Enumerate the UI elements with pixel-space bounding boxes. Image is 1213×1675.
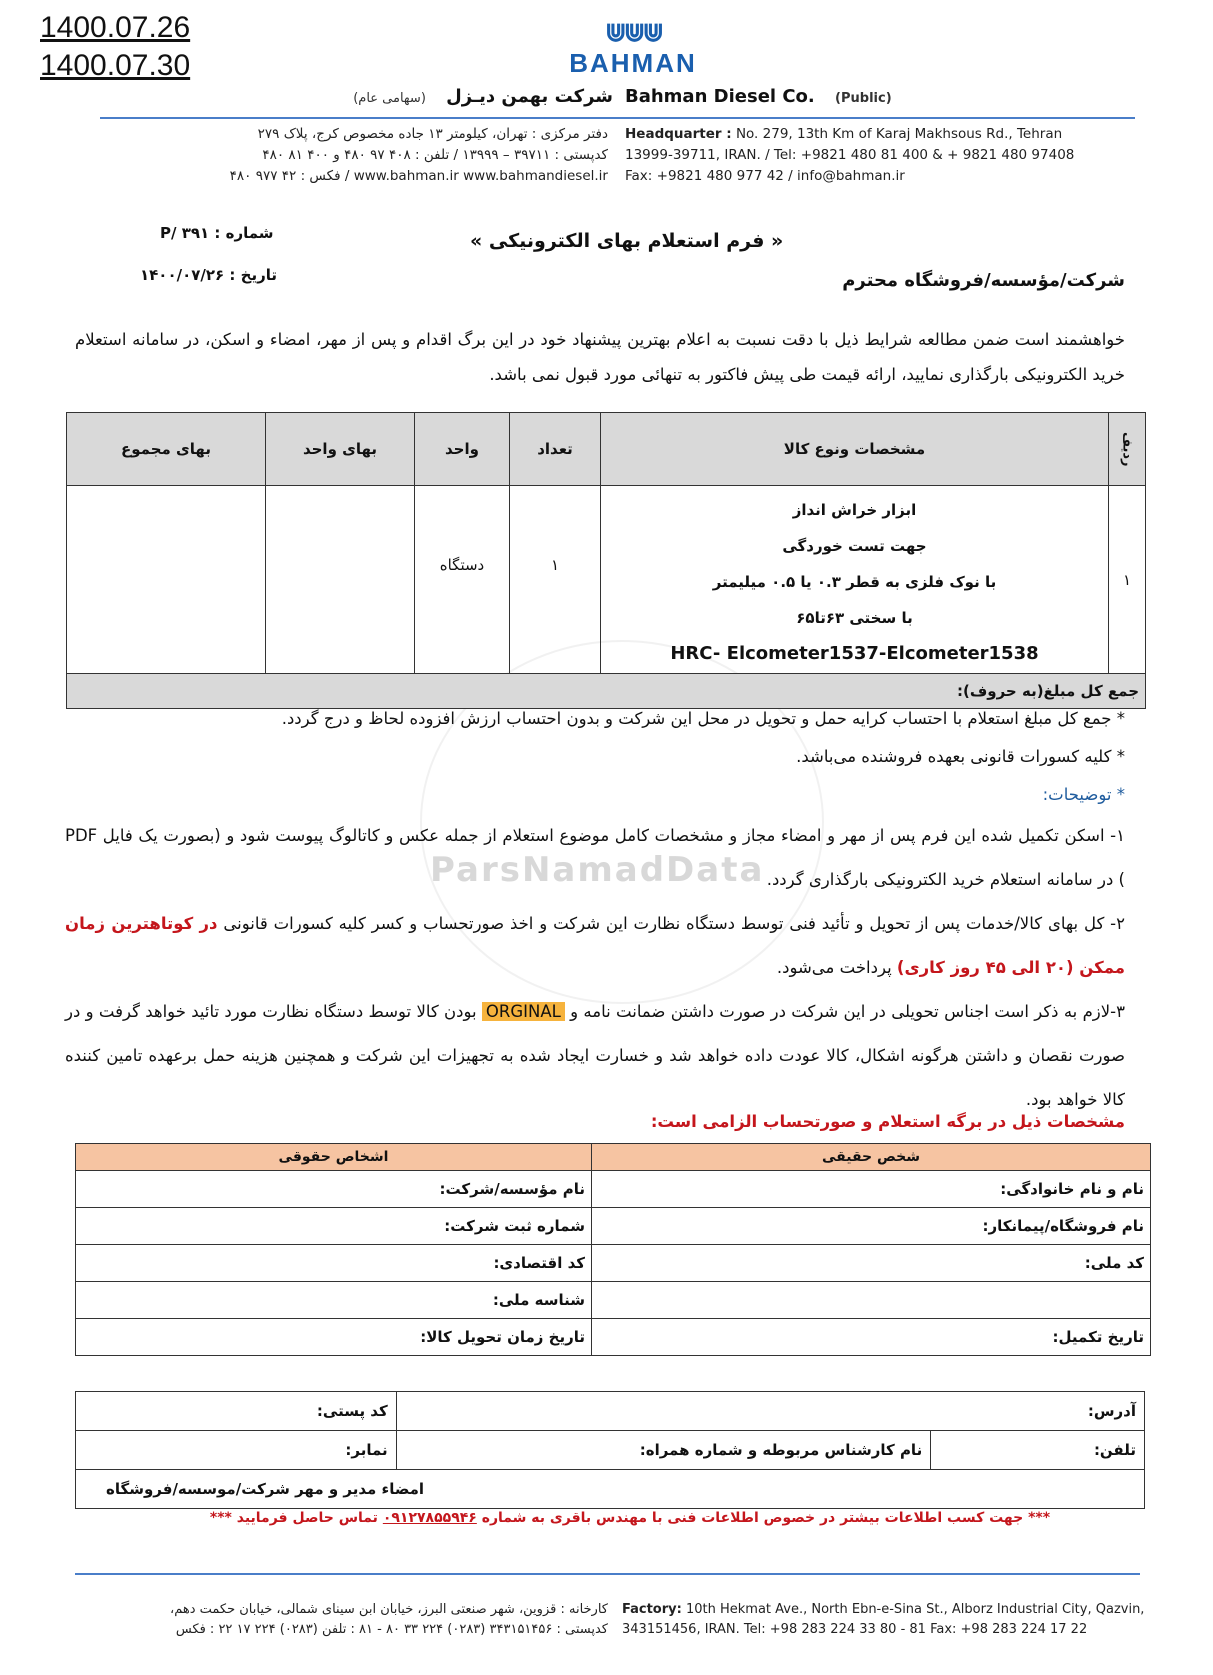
- item-description: [601, 486, 1109, 674]
- company-name-en: [625, 86, 892, 112]
- contact-table: [75, 1391, 1145, 1509]
- header-total-price: بهای مجموع: [67, 413, 266, 486]
- hq-fa-line1: دفتر مرکزی : تهران، کیلومتر ۱۳ جاده مخصوص کرج، پلاک ۲۷۹: [257, 126, 608, 142]
- field-address[interactable]: آدرس:: [396, 1392, 1144, 1431]
- company-name-en-text: Bahman Diesel Co.: [625, 86, 815, 107]
- factory-label-en: Factory:: [622, 1602, 682, 1617]
- item-quantity: ۱: [510, 486, 601, 674]
- legal-person-header: اشخاص حقوقی: [76, 1144, 592, 1171]
- factory-fa-line1: کارخانه : قزوین، شهر صنعتی البرز، خیابان ابن سینای شمالی، خیابان حکمت دهم،: [170, 1602, 608, 1617]
- factory-address-en: [622, 1600, 1152, 1640]
- hq-en-line3: Fax: +9821 480 977 42 / info@bahman.ir: [625, 168, 905, 184]
- field-expert[interactable]: نام کارشناس مربوطه و شماره همراه:: [396, 1431, 931, 1470]
- watermark-text: ParsNamadData: [430, 850, 765, 890]
- desc-line-2: جهت تست خوردگی: [782, 537, 927, 555]
- hq-address-en: [625, 124, 1074, 187]
- field-empty: [592, 1282, 1151, 1319]
- table-row: [67, 486, 1146, 674]
- form-title: « فرم استعلام بهای الکترونیکی »: [470, 230, 784, 252]
- field-company-name[interactable]: نام مؤسسه/شرکت:: [76, 1171, 592, 1208]
- company-logo: [548, 18, 718, 79]
- field-completion-date[interactable]: تاریخ تکمیل:: [592, 1319, 1151, 1356]
- header-quantity: تعداد: [510, 413, 601, 486]
- stamp-date-1: 1400.07.26: [40, 11, 191, 44]
- logo-text: BAHMAN: [569, 48, 697, 78]
- desc-line-4: با سختی ۶۳تا۶۵: [796, 609, 913, 627]
- spec-title: مشخصات ذیل در برگه استعلام و صورتحساب الزامی است:: [650, 1112, 1125, 1131]
- footnote-a: *** جهت کسب اطلاعات بیشتر در خصوص اطلاعات فنی با مهندس باقری به شماره: [476, 1510, 1051, 1526]
- note-2: * کلیه کسورات قانونی بعهده فروشنده می‌باشد.: [796, 747, 1125, 766]
- field-phone[interactable]: تلفن:: [931, 1431, 1145, 1470]
- footer-divider: [75, 1573, 1140, 1575]
- company-name-fa-text: شرکت بهمن دیـزل: [446, 86, 613, 107]
- real-person-header: شخص حقیقی: [592, 1144, 1151, 1171]
- desc-line-5: HRC- Elcometer1537-Elcometer1538: [670, 643, 1039, 664]
- hq-fa-line2: کدپستی : ۳۹۷۱۱ – ۱۳۹۹۹ / تلفن : ۴۰۸ ۹۷ ۴۸۰ و ۴۰۰ ۸۱ ۴۸۰: [262, 147, 608, 163]
- sum-label: جمع کل مبلغ(به حروف):: [67, 674, 1146, 709]
- paragraph-3: [65, 990, 1125, 1122]
- header-unit-price: بهای واحد: [266, 413, 415, 486]
- paragraph-3-a: ۳-لازم به ذکر است اجناس تحویلی در این شرکت در صورت داشتن ضمانت نامه و: [564, 1002, 1125, 1021]
- factory-en-line2: 343151456, IRAN. Tel: +98 283 224 33 80 - 81 Fax: +98 283 224 17 22: [622, 1622, 1088, 1637]
- hq-label-en: Headquarter :: [625, 126, 732, 142]
- note-1: * جمع کل مبلغ استعلام با احتساب کرایه حمل و تحویل در محل این شرکت و بدون احتساب ارزش افزوده لحاظ و درج گردد.: [281, 709, 1125, 728]
- form-number: شماره : ۳۹۱ /P: [160, 224, 274, 242]
- header-unit: واحد: [415, 413, 510, 486]
- paragraph-2-b: پرداخت می‌شود.: [776, 958, 897, 977]
- paragraph-1: ۱- اسکن تکمیل شده این فرم پس از مهر و امضاء مجاز و مشخصات کامل موضوع استعلام از جمله عکس و کاتالوگ پیوست شود و (بصورت یک فایل PDF ) در سامانه استعلام خرید الکترونیکی بارگذاری گردد.: [65, 826, 1125, 889]
- original-highlight: ORGINAL: [482, 1002, 565, 1021]
- item-unit-price: [266, 486, 415, 674]
- field-registration-number[interactable]: شماره ثبت شرکت:: [76, 1208, 592, 1245]
- field-full-name[interactable]: نام و نام خانوادگی:: [592, 1171, 1151, 1208]
- company-suffix-en: (Public): [835, 91, 892, 106]
- field-delivery-date[interactable]: تاریخ زمان تحویل کالا:: [76, 1319, 592, 1356]
- field-national-code[interactable]: کد ملی:: [592, 1245, 1151, 1282]
- header-divider: [100, 117, 1135, 119]
- field-economic-code[interactable]: کد اقتصادی:: [76, 1245, 592, 1282]
- persons-table: [75, 1143, 1151, 1356]
- header-row-number: ردیف: [1109, 413, 1146, 486]
- item-total-price: [67, 486, 266, 674]
- field-postal-code[interactable]: کد پستی:: [76, 1392, 397, 1431]
- hq-fa-line3: www.bahman.ir www.bahmandiesel.ir / فکس : ۴۲ ۹۷۷ ۴۸۰: [229, 168, 608, 184]
- form-date: تاریخ : ۱۴۰۰/۰۷/۲۶: [140, 266, 277, 284]
- desc-line-1: ابزار خراش انداز: [792, 501, 917, 519]
- footnote: [180, 1510, 1080, 1526]
- hq-en-line2: 13999-39711, IRAN. / Tel: +9821 480 81 400 & + 9821 480 97408: [625, 147, 1075, 163]
- footnote-phone: ۰۹۱۲۷۸۵۵۹۴۶: [382, 1510, 477, 1526]
- intro-paragraph: خواهشمند است ضمن مطالعه شرایط ذیل با دقت نسبت به اعلام بهترین پیشنهاد خود در این برگ اقدام و پس از مهر، امضاء و اسکن، در سامانه استعلام خرید الکترونیکی بارگذاری نمایید، ارائه قیمت طی پیش فاکتور به تنهائی مورد قبول نمی باشد.: [75, 330, 1125, 384]
- item-unit: دستگاه: [415, 486, 510, 674]
- field-fax[interactable]: نمابر:: [76, 1431, 397, 1470]
- notes-block: [65, 700, 1125, 1122]
- paragraph-2-red: در کوتاهترین زمان ممکن (۲۰ الی ۴۵ روز کاری): [65, 914, 1125, 977]
- hq-address-fa: [128, 124, 608, 187]
- paragraph-2: [65, 902, 1125, 990]
- hq-en-line1: No. 279, 13th Km of Karaj Makhsous Rd., Tehran: [735, 126, 1063, 142]
- items-header-row: [67, 413, 1146, 486]
- paragraph-3-b: بودن کالا توسط دستگاه نظارت مورد تائید خواهد گرفت و در صورت نقصان و داشتن هرگونه اشکال، کالا عودت داده خواهد شد و خسارت ایجاد شده به تجهیزات این شرکت و همچنین هزینه حمل برعهده تامین کننده کالا خواهد بود.: [65, 1002, 1125, 1109]
- items-table: [66, 412, 1146, 709]
- company-suffix-fa: (سهامی عام): [353, 91, 426, 106]
- factory-en-line1: 10th Hekmat Ave., North Ebn-e-Sina St., Alborz Industrial City, Qazvin,: [685, 1602, 1145, 1617]
- row-number: ۱: [1109, 486, 1146, 674]
- factory-address-fa: [48, 1600, 608, 1640]
- recipient-salutation: شرکت/مؤسسه/فروشگاه محترم: [842, 270, 1125, 291]
- field-shop-name[interactable]: نام فروشگاه/پیمانکار:: [592, 1208, 1151, 1245]
- logo-mark-icon: ⋓⋓⋓: [604, 18, 662, 48]
- desc-line-3: با نوک فلزی به قطر ۰.۳ یا ۰.۵ میلیمتر: [712, 573, 997, 591]
- factory-fa-line2: کدپستی : ۳۴۳۱۵۱۴۵۶ (۰۲۸۳) ۲۲۴ ۳۳ ۸۰ - ۸۱ : تلفن (۰۲۸۳) ۲۲۴ ۱۷ ۲۲ : فکس: [175, 1622, 608, 1637]
- note-3: * توضیحات:: [1042, 785, 1125, 804]
- paragraph-2-a: ۲- کل بهای کالا/خدمات پس از تحویل و تأئید فنی توسط دستگاه نظارت این شرکت و اخذ صورتحساب و کسر کلیه کسورات قانونی: [217, 914, 1126, 933]
- company-name-fa: [353, 86, 613, 112]
- stamp-date-2: 1400.07.30: [40, 49, 191, 82]
- header-description: مشخصات ونوع کالا: [601, 413, 1109, 486]
- footnote-b: تماس حاصل فرمایید ***: [209, 1510, 383, 1526]
- field-signature[interactable]: امضاء مدیر و مهر شرکت/موسسه/فروشگاه: [76, 1470, 1145, 1509]
- field-national-id[interactable]: شناسه ملی:: [76, 1282, 592, 1319]
